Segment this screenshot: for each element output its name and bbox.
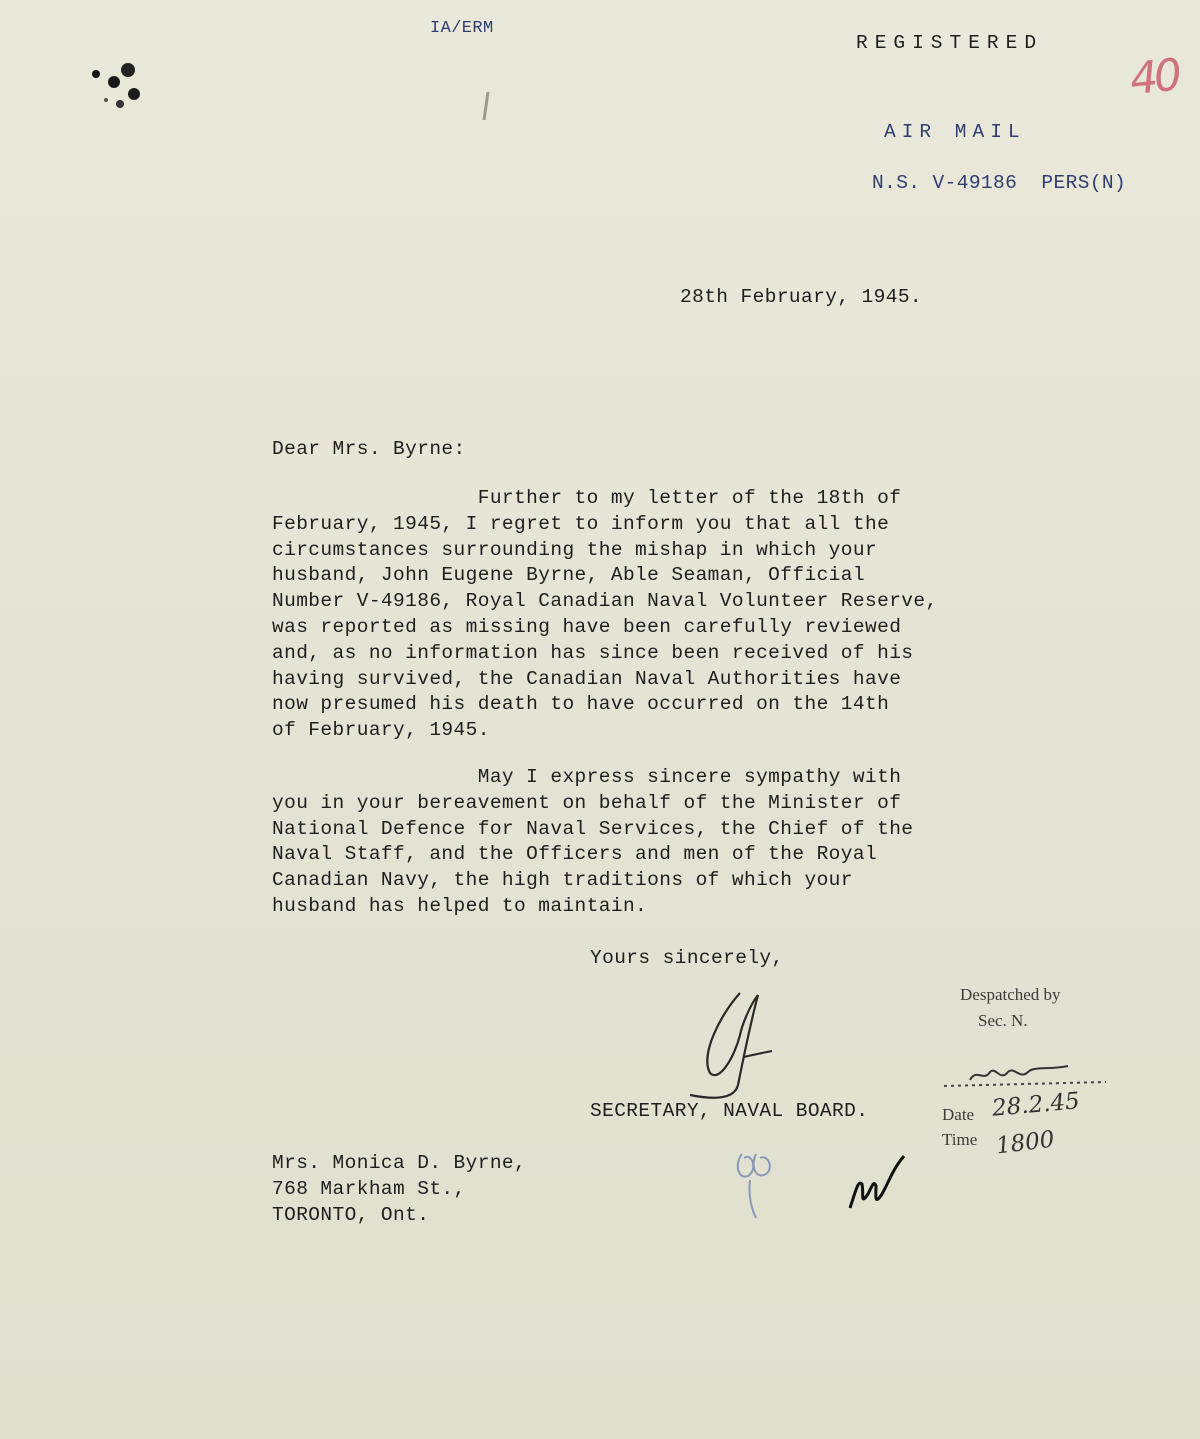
paragraph-line: now presumed his death to have occurred on the 14th: [272, 693, 890, 716]
paragraph-line: May I express sincere sympathy with: [272, 766, 902, 788]
despatched-stamp-section: Sec. N.: [978, 1011, 1028, 1030]
paragraph-line: and, as no information has since been received of his: [272, 641, 914, 664]
signature-title: SECRETARY, NAVAL BOARD.: [590, 1100, 869, 1122]
punch-hole-marks: [84, 60, 164, 120]
pencil-mark: [476, 90, 496, 130]
initials-scribble: [940, 1060, 1120, 1090]
recipient-address: [272, 1151, 526, 1228]
address-line: Mrs. Monica D. Byrne,: [272, 1152, 527, 1174]
paragraph-line: Further to my letter of the 18th of: [272, 487, 902, 509]
paragraph-line: National Defence for Naval Services, the Chief of the: [272, 817, 914, 840]
despatched-stamp-label: Despatched by: [960, 985, 1061, 1004]
page-number-annotation: 40: [1127, 49, 1181, 106]
paragraph-line: Number V-49186, Royal Canadian Naval Volunteer Reserve,: [272, 590, 938, 613]
paragraph-line: Canadian Navy, the high traditions of which your: [272, 869, 853, 892]
despatched-time-value: 1800: [994, 1126, 1056, 1160]
blue-initials: [728, 1140, 788, 1220]
registered-label: REGISTERED: [856, 32, 1044, 54]
despatched-date-label: Date: [942, 1105, 975, 1124]
paragraph-line: circumstances surrounding the mishap in which your: [272, 538, 878, 561]
address-line: TORONTO, Ont.: [272, 1203, 430, 1226]
paragraph-line: husband has helped to maintain.: [272, 894, 648, 917]
black-initials: [840, 1150, 920, 1220]
paragraph-line: February, 1945, I regret to inform you that all the: [272, 512, 890, 535]
paragraph-line: you in your bereavement on behalf of the Minister of: [272, 791, 902, 814]
paragraph-line: having survived, the Canadian Naval Authorities have: [272, 667, 902, 690]
handwritten-signature: [680, 985, 790, 1105]
paragraph-line: was reported as missing have been carefully reviewed: [272, 615, 902, 638]
letter-date: 28th February, 1945.: [680, 286, 923, 308]
despatched-date-value: 28.2.45: [991, 1088, 1081, 1122]
file-reference: N.S. V-49186 PERS(N): [872, 172, 1127, 194]
reference-initials: IA/ERM: [430, 19, 494, 38]
paragraph-line: Naval Staff, and the Officers and men of the Royal: [272, 843, 878, 866]
despatched-time-label: Time: [942, 1130, 978, 1149]
body-paragraph-2: [272, 765, 913, 920]
paragraph-line: of February, 1945.: [272, 719, 490, 742]
address-line: 768 Markham St.,: [272, 1177, 466, 1200]
air-mail-label: AIR MAIL: [884, 121, 1026, 143]
closing: Yours sincerely,: [590, 947, 784, 969]
body-paragraph-1: [272, 486, 938, 744]
paragraph-line: husband, John Eugene Byrne, Able Seaman, Official: [272, 564, 865, 587]
salutation: Dear Mrs. Byrne:: [272, 438, 466, 460]
